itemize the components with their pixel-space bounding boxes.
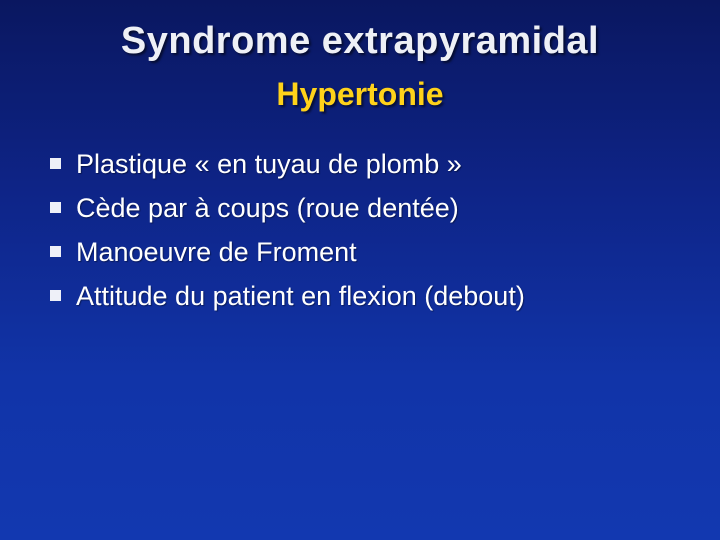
bullet-item	[48, 230, 525, 274]
bullet-text: Cède par à coups (roue dentée)	[76, 193, 459, 223]
bullet-item	[48, 186, 525, 230]
square-bullet-icon	[50, 202, 61, 213]
square-bullet-icon	[50, 290, 61, 301]
bullet-text: Attitude du patient en flexion (debout)	[76, 281, 525, 311]
bullet-list	[48, 142, 525, 318]
square-bullet-icon	[50, 246, 61, 257]
slide-title: Syndrome extrapyramidal	[120, 20, 600, 62]
bullet-item	[48, 274, 525, 318]
bullet-text: Plastique « en tuyau de plomb »	[76, 149, 462, 179]
bullet-text: Manoeuvre de Froment	[76, 237, 357, 267]
bullet-item	[48, 142, 525, 186]
slide-subtitle: Hypertonie	[276, 76, 444, 112]
square-bullet-icon	[50, 158, 61, 169]
